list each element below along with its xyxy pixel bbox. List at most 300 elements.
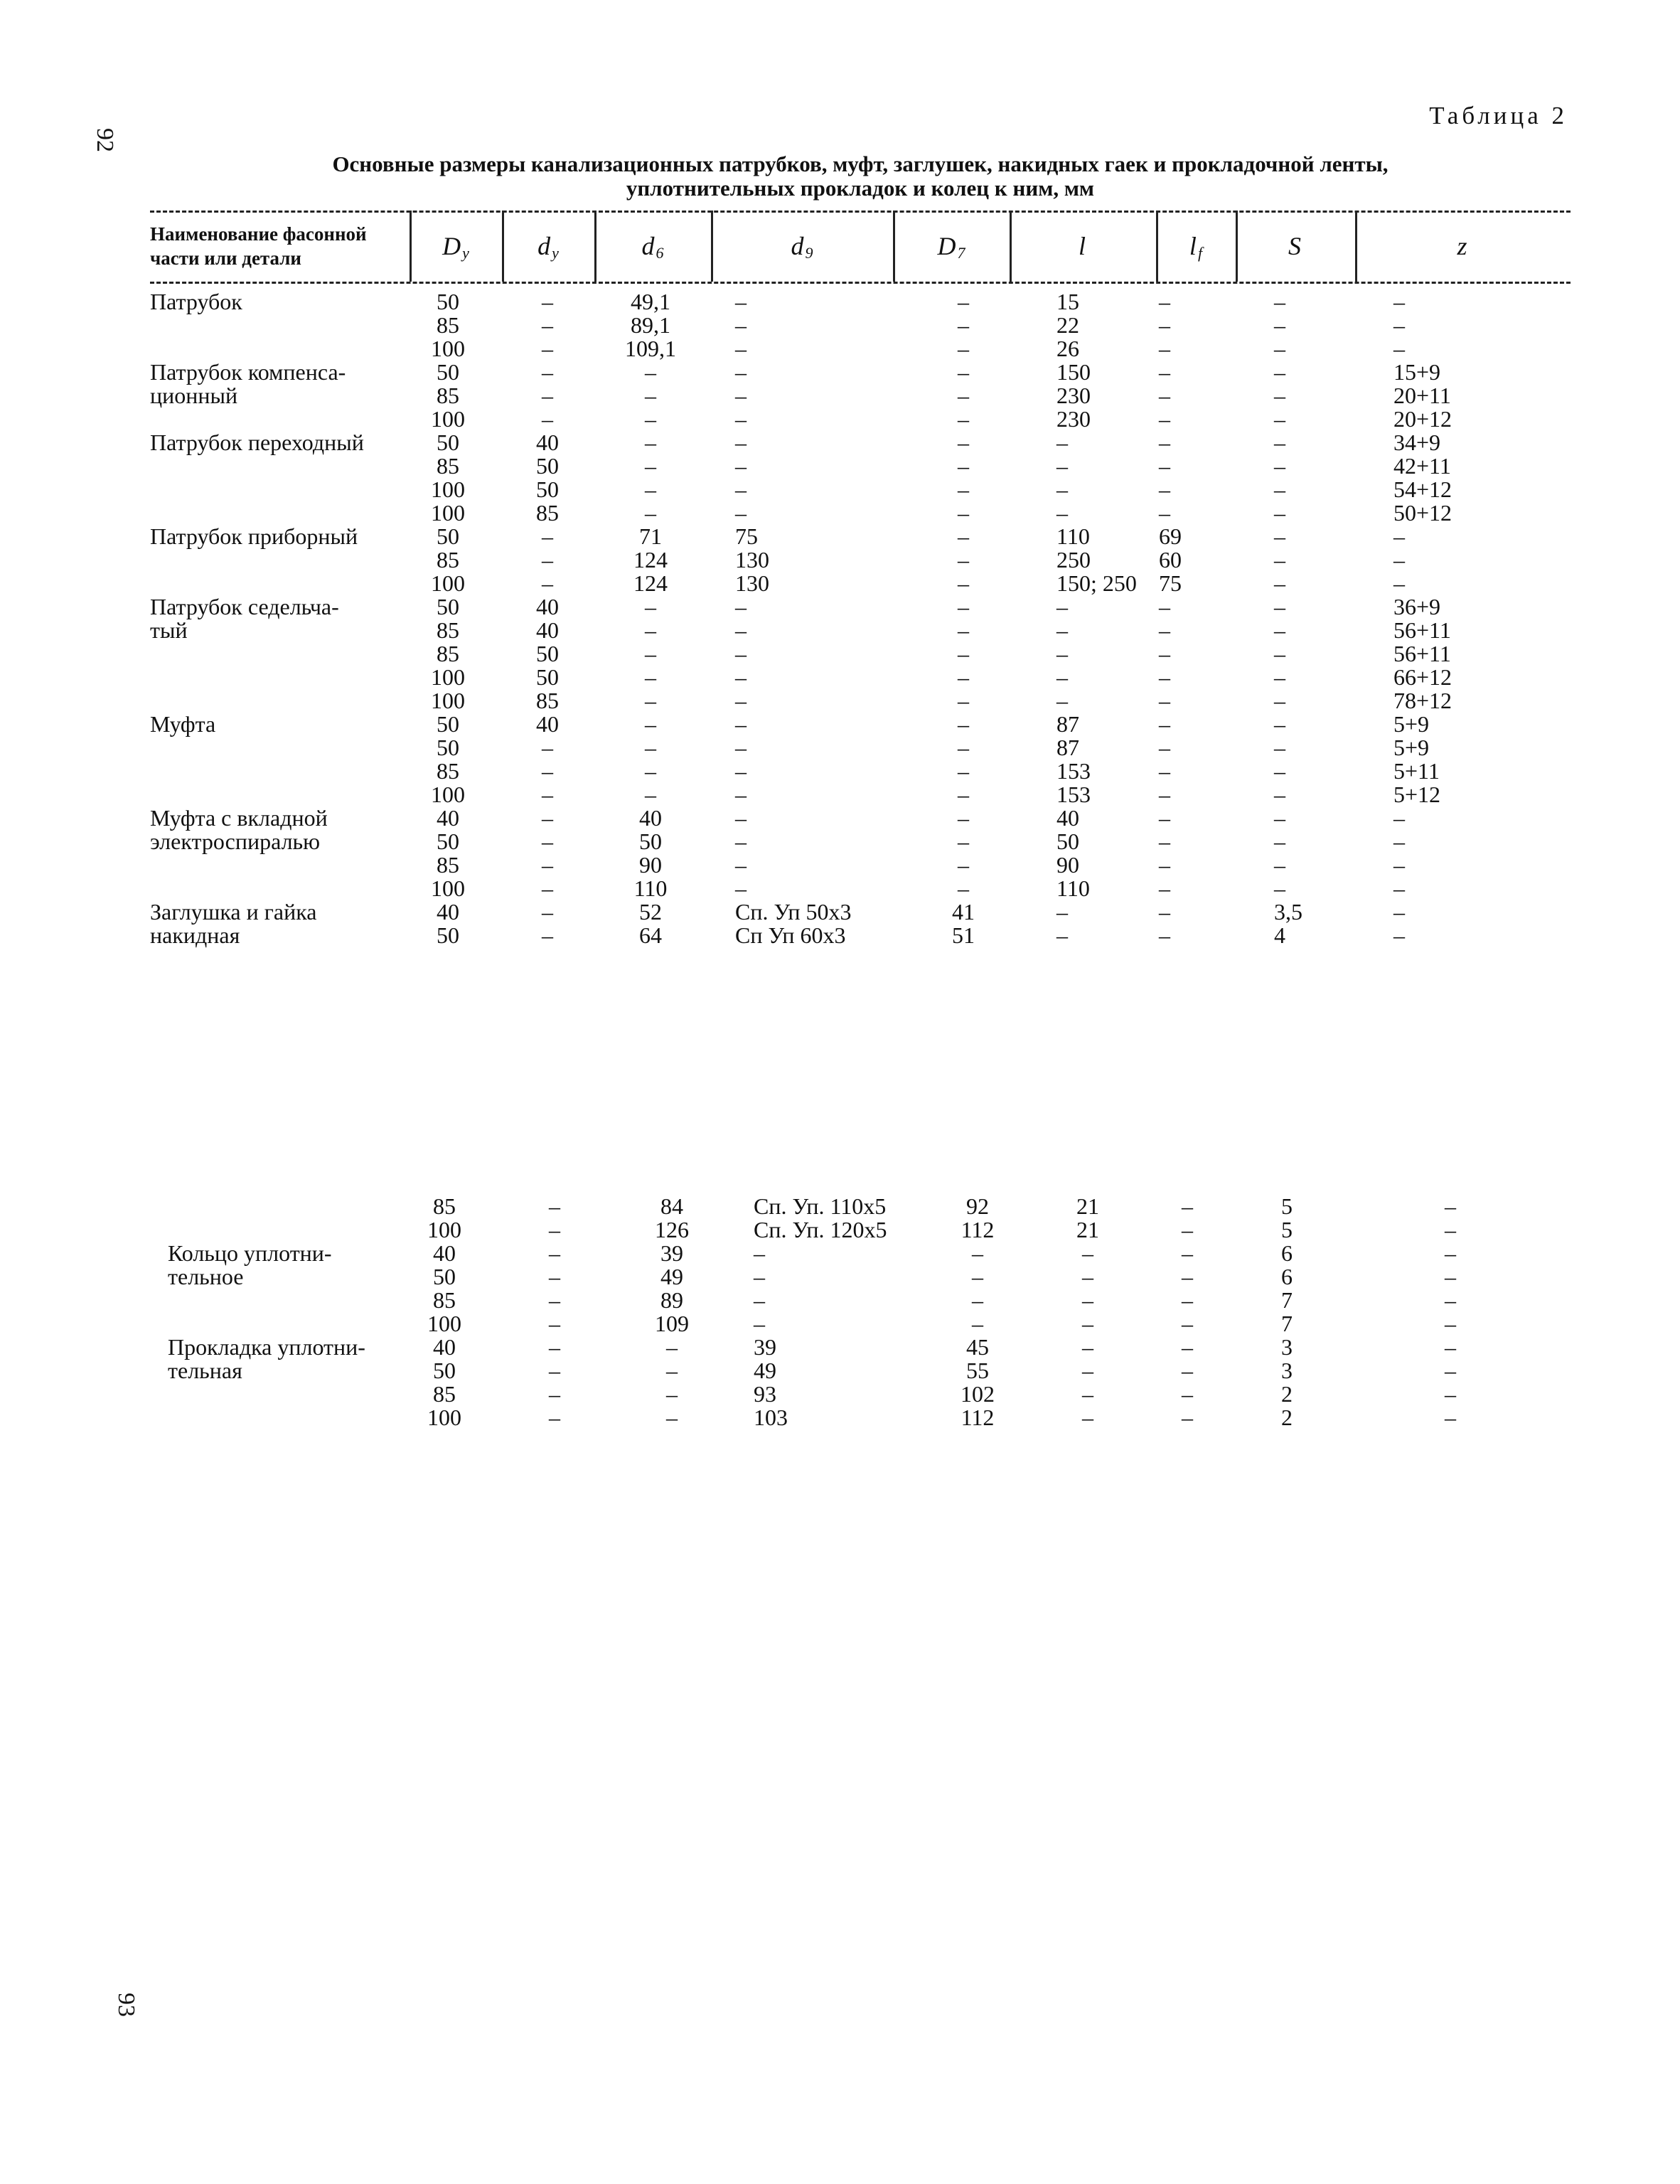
cell-col-6: – bbox=[1056, 617, 1068, 643]
header-col-subscript: 7 bbox=[957, 244, 965, 262]
cell-col-8: – bbox=[1274, 782, 1285, 807]
cell-col-8: – bbox=[1274, 430, 1285, 455]
cell-col-8: 6 bbox=[1281, 1264, 1293, 1289]
cell-col-5: 45 bbox=[966, 1334, 989, 1360]
cell-col-2: – bbox=[542, 735, 553, 760]
cell-col-8: – bbox=[1274, 617, 1285, 643]
cell-col-5: – bbox=[958, 594, 969, 619]
cell-col-6: – bbox=[1056, 922, 1068, 948]
cell-col-4: – bbox=[735, 312, 747, 338]
cell-col-1: 40 bbox=[437, 899, 459, 925]
cell-col-3: 50 bbox=[639, 829, 662, 854]
cell-col-4: – bbox=[735, 829, 747, 854]
cell-col-2: 40 bbox=[536, 430, 559, 455]
cell-col-4: – bbox=[735, 805, 747, 831]
cell-col-4: – bbox=[735, 875, 747, 901]
cell-col-5: – bbox=[958, 735, 969, 760]
table-row bbox=[0, 1336, 1680, 1359]
row-name: тый bbox=[150, 617, 188, 643]
cell-col-3: – bbox=[645, 406, 656, 432]
cell-col-5: – bbox=[958, 570, 969, 596]
cell-col-8: – bbox=[1274, 758, 1285, 784]
cell-col-9: – bbox=[1445, 1193, 1456, 1219]
row-name: электроспиралью bbox=[150, 829, 321, 854]
cell-col-6: 87 bbox=[1056, 711, 1079, 737]
header-col-4 bbox=[711, 211, 893, 282]
cell-col-5: – bbox=[958, 829, 969, 854]
table-row bbox=[0, 384, 1680, 407]
cell-col-1: 100 bbox=[431, 476, 465, 502]
cell-col-6: – bbox=[1082, 1240, 1093, 1266]
cell-col-3: 49,1 bbox=[631, 289, 670, 314]
cell-col-1: 85 bbox=[433, 1193, 456, 1219]
cell-col-1: 85 bbox=[433, 1287, 456, 1313]
cell-col-2: – bbox=[549, 1358, 560, 1383]
cell-col-8: – bbox=[1274, 805, 1285, 831]
cell-col-5: – bbox=[958, 711, 969, 737]
cell-col-4: – bbox=[735, 383, 747, 408]
table-row bbox=[0, 572, 1680, 595]
cell-col-5: – bbox=[958, 476, 969, 502]
cell-col-9: – bbox=[1445, 1311, 1456, 1336]
table-row bbox=[0, 361, 1680, 384]
cell-col-4: – bbox=[735, 664, 747, 690]
cell-col-4: – bbox=[735, 476, 747, 502]
cell-col-7: – bbox=[1159, 594, 1170, 619]
table-row bbox=[0, 1312, 1680, 1336]
cell-col-2: – bbox=[549, 1381, 560, 1407]
header-col-7 bbox=[1156, 211, 1236, 282]
cell-col-9: – bbox=[1393, 922, 1405, 948]
cell-col-8: – bbox=[1274, 383, 1285, 408]
cell-col-6: – bbox=[1056, 430, 1068, 455]
cell-col-9: 5+12 bbox=[1393, 782, 1441, 807]
cell-col-8: 3 bbox=[1281, 1334, 1293, 1360]
cell-col-4: – bbox=[754, 1264, 765, 1289]
cell-col-3: 39 bbox=[660, 1240, 683, 1266]
cell-col-4: Сп. Уп. 120х5 bbox=[754, 1217, 887, 1242]
cell-col-9: – bbox=[1393, 875, 1405, 901]
table-row bbox=[0, 619, 1680, 642]
table-row bbox=[0, 642, 1680, 666]
cell-col-7: – bbox=[1159, 312, 1170, 338]
cell-col-7: – bbox=[1159, 406, 1170, 432]
cell-col-1: 50 bbox=[437, 829, 459, 854]
cell-col-8: 3,5 bbox=[1274, 899, 1302, 925]
cell-col-5: – bbox=[958, 547, 969, 572]
cell-col-4: 49 bbox=[754, 1358, 776, 1383]
table-row bbox=[0, 1265, 1680, 1289]
cell-col-4: – bbox=[735, 359, 747, 385]
cell-col-3: – bbox=[645, 688, 656, 713]
cell-col-5: – bbox=[972, 1240, 983, 1266]
cell-col-2: 40 bbox=[536, 594, 559, 619]
cell-col-3: – bbox=[645, 758, 656, 784]
cell-col-1: 100 bbox=[427, 1311, 461, 1336]
cell-col-6: – bbox=[1056, 664, 1068, 690]
cell-col-3: 40 bbox=[639, 805, 662, 831]
cell-col-1: 40 bbox=[433, 1334, 456, 1360]
cell-col-9: – bbox=[1393, 523, 1405, 549]
cell-col-1: 85 bbox=[437, 453, 459, 479]
cell-col-4: Сп. Уп. 110х5 bbox=[754, 1193, 887, 1219]
cell-col-9: 42+11 bbox=[1393, 453, 1451, 479]
cell-col-2: – bbox=[549, 1193, 560, 1219]
cell-col-6: 230 bbox=[1056, 383, 1091, 408]
cell-col-2: – bbox=[542, 782, 553, 807]
header-col-1 bbox=[410, 211, 502, 282]
cell-col-9: 66+12 bbox=[1393, 664, 1452, 690]
cell-col-4: – bbox=[735, 782, 747, 807]
cell-col-8: 5 bbox=[1281, 1217, 1293, 1242]
header-col-symbol: d bbox=[537, 232, 551, 260]
cell-col-6: 21 bbox=[1076, 1217, 1099, 1242]
header-col-symbol: D bbox=[442, 232, 461, 260]
cell-col-3: – bbox=[645, 735, 656, 760]
cell-col-1: 100 bbox=[431, 500, 465, 526]
table-row bbox=[0, 689, 1680, 713]
cell-col-2: – bbox=[549, 1264, 560, 1289]
header-col-subscript: f bbox=[1197, 244, 1203, 262]
cell-col-1: 40 bbox=[437, 805, 459, 831]
cell-col-9: 34+9 bbox=[1393, 430, 1441, 455]
table-row bbox=[0, 478, 1680, 501]
table-row bbox=[0, 548, 1680, 572]
cell-col-7: – bbox=[1159, 899, 1170, 925]
cell-col-2: – bbox=[542, 523, 553, 549]
cell-col-4: – bbox=[754, 1240, 765, 1266]
cell-col-1: 50 bbox=[437, 523, 459, 549]
cell-col-4: – bbox=[735, 336, 747, 361]
cell-col-4: – bbox=[735, 453, 747, 479]
table-row bbox=[0, 290, 1680, 314]
cell-col-4: 130 bbox=[735, 570, 769, 596]
cell-col-8: 7 bbox=[1281, 1311, 1293, 1336]
cell-col-6: 150 bbox=[1056, 359, 1091, 385]
cell-col-5: – bbox=[958, 359, 969, 385]
cell-col-4: – bbox=[754, 1311, 765, 1336]
cell-col-7: – bbox=[1159, 829, 1170, 854]
table-row bbox=[0, 783, 1680, 806]
cell-col-1: 40 bbox=[433, 1240, 456, 1266]
table-row bbox=[0, 713, 1680, 736]
cell-col-8: – bbox=[1274, 312, 1285, 338]
cell-col-5: – bbox=[958, 617, 969, 643]
cell-col-8: – bbox=[1274, 594, 1285, 619]
cell-col-5: – bbox=[958, 805, 969, 831]
row-name: Муфта bbox=[150, 711, 216, 737]
table-row bbox=[0, 877, 1680, 900]
cell-col-5: 41 bbox=[952, 899, 975, 925]
table-row bbox=[0, 407, 1680, 431]
cell-col-2: 50 bbox=[536, 453, 559, 479]
cell-col-1: 100 bbox=[431, 664, 465, 690]
cell-col-2: – bbox=[542, 829, 553, 854]
table-title-line-1: Основные размеры канализационных патрубков, муфт, заглушек, накидных гаек и прокладочной ленты, bbox=[332, 151, 1389, 176]
cell-col-5: – bbox=[958, 430, 969, 455]
cell-col-7: – bbox=[1182, 1405, 1193, 1430]
cell-col-8: – bbox=[1274, 547, 1285, 572]
cell-col-8: – bbox=[1274, 476, 1285, 502]
header-col-subscript: 9 bbox=[805, 244, 813, 262]
cell-col-7: – bbox=[1182, 1287, 1193, 1313]
cell-col-9: – bbox=[1445, 1334, 1456, 1360]
header-col-symbol: D bbox=[937, 232, 956, 260]
cell-col-4: – bbox=[735, 711, 747, 737]
cell-col-8: 7 bbox=[1281, 1287, 1293, 1313]
cell-col-9: 5+9 bbox=[1393, 735, 1430, 760]
cell-col-3: – bbox=[645, 594, 656, 619]
cell-col-3: 109,1 bbox=[625, 336, 676, 361]
cell-col-6: 22 bbox=[1056, 312, 1079, 338]
table-row bbox=[0, 1195, 1680, 1218]
row-name: Патрубок переходный bbox=[150, 430, 364, 455]
cell-col-5: – bbox=[958, 406, 969, 432]
cell-col-1: 100 bbox=[427, 1217, 461, 1242]
table-row bbox=[0, 1289, 1680, 1312]
cell-col-8: – bbox=[1274, 829, 1285, 854]
cell-col-8: – bbox=[1274, 500, 1285, 526]
cell-col-2: – bbox=[542, 852, 553, 878]
cell-col-3: – bbox=[666, 1381, 678, 1407]
cell-col-2: – bbox=[542, 922, 553, 948]
cell-col-7: – bbox=[1159, 782, 1170, 807]
cell-col-7: – bbox=[1159, 688, 1170, 713]
cell-col-6: 230 bbox=[1056, 406, 1091, 432]
header-col-symbol: l bbox=[1078, 232, 1086, 260]
cell-col-5: 92 bbox=[966, 1193, 989, 1219]
cell-col-7: – bbox=[1159, 500, 1170, 526]
cell-col-7: – bbox=[1159, 383, 1170, 408]
cell-col-9: 15+9 bbox=[1393, 359, 1441, 385]
cell-col-2: – bbox=[549, 1287, 560, 1313]
cell-col-9: – bbox=[1445, 1287, 1456, 1313]
table-row bbox=[0, 1218, 1680, 1242]
cell-col-3: – bbox=[645, 711, 656, 737]
header-col-symbol: z bbox=[1457, 232, 1467, 260]
cell-col-8: – bbox=[1274, 641, 1285, 666]
cell-col-4: – bbox=[735, 641, 747, 666]
cell-col-1: 85 bbox=[437, 383, 459, 408]
table-row bbox=[0, 337, 1680, 361]
cell-col-9: 56+11 bbox=[1393, 641, 1451, 666]
cell-col-3: – bbox=[645, 430, 656, 455]
cell-col-3: – bbox=[666, 1405, 678, 1430]
cell-col-3: – bbox=[645, 359, 656, 385]
cell-col-5: – bbox=[958, 500, 969, 526]
cell-col-8: – bbox=[1274, 523, 1285, 549]
cell-col-3: 126 bbox=[655, 1217, 689, 1242]
header-col-6 bbox=[1010, 211, 1156, 282]
cell-col-7: – bbox=[1159, 359, 1170, 385]
cell-col-8: – bbox=[1274, 570, 1285, 596]
cell-col-5: 55 bbox=[966, 1358, 989, 1383]
cell-col-2: 85 bbox=[536, 688, 559, 713]
cell-col-5: – bbox=[958, 758, 969, 784]
cell-col-6: 110 bbox=[1056, 875, 1090, 901]
cell-col-2: – bbox=[542, 547, 553, 572]
cell-col-1: 85 bbox=[433, 1381, 456, 1407]
cell-col-5: – bbox=[958, 688, 969, 713]
table-row bbox=[0, 1383, 1680, 1406]
table-row bbox=[0, 431, 1680, 454]
row-name: Патрубок седельча- bbox=[150, 594, 339, 619]
cell-col-6: 15 bbox=[1056, 289, 1079, 314]
cell-col-9: – bbox=[1393, 570, 1405, 596]
row-name: Муфта с вкладной bbox=[150, 805, 328, 831]
cell-col-4: – bbox=[735, 617, 747, 643]
header-col-2 bbox=[502, 211, 594, 282]
cell-col-2: – bbox=[549, 1334, 560, 1360]
cell-col-2: – bbox=[542, 406, 553, 432]
cell-col-1: 85 bbox=[437, 547, 459, 572]
cell-col-8: – bbox=[1274, 664, 1285, 690]
cell-col-1: 100 bbox=[431, 688, 465, 713]
cell-col-7: – bbox=[1159, 735, 1170, 760]
row-name: накидная bbox=[150, 922, 240, 948]
header-col-symbol: S bbox=[1288, 232, 1301, 260]
row-name: Кольцо уплотни- bbox=[168, 1240, 332, 1266]
cell-col-8: – bbox=[1274, 406, 1285, 432]
cell-col-4: 75 bbox=[735, 523, 758, 549]
cell-col-8: – bbox=[1274, 453, 1285, 479]
cell-col-9: 56+11 bbox=[1393, 617, 1451, 643]
cell-col-4: – bbox=[735, 289, 747, 314]
cell-col-9: – bbox=[1445, 1240, 1456, 1266]
cell-col-5: 112 bbox=[961, 1405, 995, 1430]
cell-col-3: – bbox=[666, 1358, 678, 1383]
cell-col-8: – bbox=[1274, 735, 1285, 760]
cell-col-3: 90 bbox=[639, 852, 662, 878]
page-number-top: 92 bbox=[92, 128, 118, 152]
table-row bbox=[0, 900, 1680, 924]
cell-col-8: – bbox=[1274, 852, 1285, 878]
cell-col-7: – bbox=[1159, 875, 1170, 901]
cell-col-7: – bbox=[1159, 711, 1170, 737]
cell-col-5: – bbox=[958, 453, 969, 479]
cell-col-3: 109 bbox=[655, 1311, 689, 1336]
cell-col-1: 85 bbox=[437, 617, 459, 643]
cell-col-3: 64 bbox=[639, 922, 662, 948]
row-name: тельное bbox=[168, 1264, 244, 1289]
cell-col-5: – bbox=[958, 852, 969, 878]
cell-col-6: – bbox=[1056, 688, 1068, 713]
cell-col-8: – bbox=[1274, 359, 1285, 385]
cell-col-5: – bbox=[972, 1264, 983, 1289]
cell-col-8: 2 bbox=[1281, 1381, 1293, 1407]
table-label: Таблица 2 bbox=[1429, 102, 1568, 129]
row-name: Прокладка уплотни- bbox=[168, 1334, 365, 1360]
cell-col-8: – bbox=[1274, 688, 1285, 713]
table-row bbox=[0, 454, 1680, 478]
cell-col-6: 153 bbox=[1056, 758, 1091, 784]
cell-col-5: – bbox=[972, 1311, 983, 1336]
table-row bbox=[0, 760, 1680, 783]
header-col-3 bbox=[594, 211, 711, 282]
cell-col-7: – bbox=[1182, 1264, 1193, 1289]
cell-col-2: 50 bbox=[536, 664, 559, 690]
cell-col-7: 69 bbox=[1159, 523, 1182, 549]
table-row bbox=[0, 1242, 1680, 1265]
cell-col-2: – bbox=[549, 1311, 560, 1336]
page-number-bottom: 93 bbox=[113, 1993, 139, 2017]
cell-col-6: 26 bbox=[1056, 336, 1079, 361]
cell-col-1: 50 bbox=[437, 430, 459, 455]
cell-col-4: – bbox=[754, 1287, 765, 1313]
cell-col-2: 50 bbox=[536, 641, 559, 666]
cell-col-1: 85 bbox=[437, 312, 459, 338]
cell-col-3: – bbox=[645, 476, 656, 502]
cell-col-3: 89,1 bbox=[631, 312, 670, 338]
cell-col-2: – bbox=[542, 312, 553, 338]
table-row bbox=[0, 595, 1680, 619]
cell-col-9: – bbox=[1393, 852, 1405, 878]
cell-col-4: – bbox=[735, 758, 747, 784]
cell-col-7: 75 bbox=[1159, 570, 1182, 596]
cell-col-2: – bbox=[549, 1217, 560, 1242]
cell-col-9: 20+11 bbox=[1393, 383, 1451, 408]
cell-col-9: – bbox=[1393, 547, 1405, 572]
cell-col-6: 153 bbox=[1056, 782, 1091, 807]
cell-col-5: – bbox=[972, 1287, 983, 1313]
cell-col-1: 50 bbox=[433, 1264, 456, 1289]
table-row bbox=[0, 666, 1680, 689]
cell-col-7: – bbox=[1159, 430, 1170, 455]
cell-col-3: 124 bbox=[633, 570, 668, 596]
cell-col-6: 50 bbox=[1056, 829, 1079, 854]
header-col-8 bbox=[1236, 211, 1355, 282]
cell-col-9: – bbox=[1393, 289, 1405, 314]
cell-col-6: – bbox=[1056, 641, 1068, 666]
cell-col-5: – bbox=[958, 289, 969, 314]
cell-col-6: – bbox=[1082, 1287, 1093, 1313]
cell-col-3: – bbox=[645, 500, 656, 526]
cell-col-5: – bbox=[958, 523, 969, 549]
cell-col-1: 100 bbox=[431, 875, 465, 901]
cell-col-2: – bbox=[542, 336, 553, 361]
cell-col-2: – bbox=[542, 289, 553, 314]
header-col-subscript: y bbox=[552, 244, 559, 262]
cell-col-7: – bbox=[1182, 1311, 1193, 1336]
table-row bbox=[0, 1359, 1680, 1383]
cell-col-9: – bbox=[1393, 829, 1405, 854]
cell-col-7: – bbox=[1182, 1193, 1193, 1219]
cell-col-3: 124 bbox=[633, 547, 668, 572]
cell-col-1: 50 bbox=[433, 1358, 456, 1383]
table-row bbox=[0, 924, 1680, 947]
cell-col-6: 87 bbox=[1056, 735, 1079, 760]
cell-col-5: – bbox=[958, 641, 969, 666]
cell-col-1: 100 bbox=[431, 336, 465, 361]
table-row bbox=[0, 830, 1680, 853]
cell-col-3: – bbox=[645, 782, 656, 807]
cell-col-2: 40 bbox=[536, 617, 559, 643]
table-row bbox=[0, 525, 1680, 548]
cell-col-7: – bbox=[1159, 852, 1170, 878]
header-col-subscript: y bbox=[462, 244, 469, 262]
cell-col-6: 150; 250 bbox=[1056, 570, 1137, 596]
cell-col-3: 84 bbox=[660, 1193, 683, 1219]
table-row bbox=[0, 314, 1680, 337]
cell-col-3: – bbox=[645, 664, 656, 690]
header-col-5 bbox=[893, 211, 1010, 282]
header-bottom-rule bbox=[150, 282, 1571, 284]
cell-col-5: – bbox=[958, 875, 969, 901]
cell-col-2: – bbox=[542, 758, 553, 784]
cell-col-1: 100 bbox=[431, 570, 465, 596]
cell-col-9: 36+9 bbox=[1393, 594, 1441, 619]
cell-col-4: – bbox=[735, 406, 747, 432]
